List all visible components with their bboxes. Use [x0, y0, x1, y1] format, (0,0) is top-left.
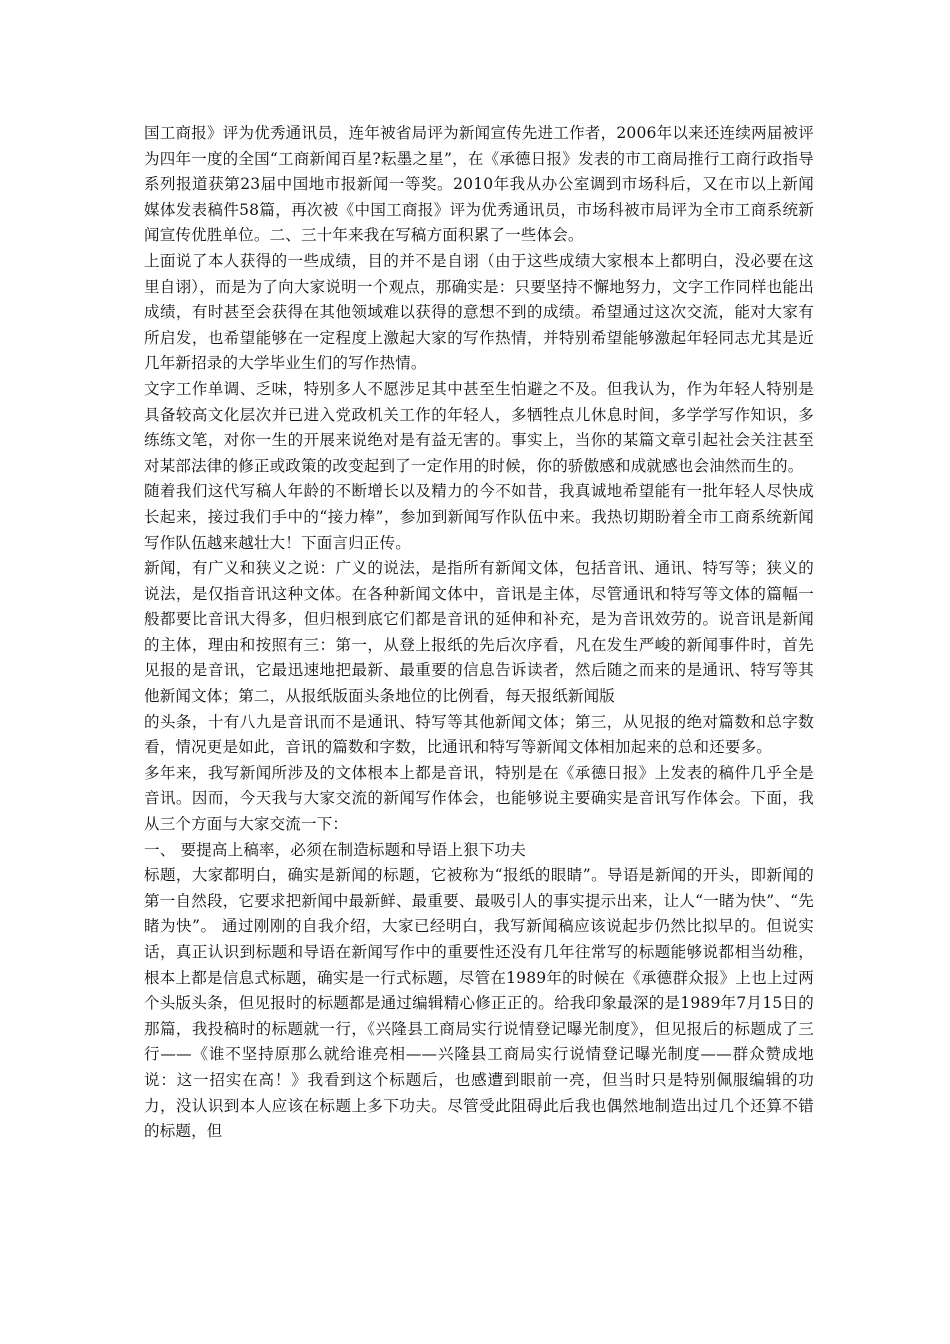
- paragraph-5: 新闻，有广义和狭义之说：广义的说法，是指所有新闻文体，包括音讯、通讯、特写等；狭义的说法，是仅指音讯这种文体。在各种新闻文体中，音讯是主体，尽管通讯和特写等文体的篇幅一般都要比音讯大得多，但归根到底它们都是音讯的延伸和补充，是为音讯效劳的。说音讯是新闻的主体，理由和按照有三：第一，从登上报纸的先后次序看，凡在发生严峻的新闻事件时，首先见报的是音讯，它最迅速地把最新、最重要的信息告诉读者，然后随之而来的是通讯、特写等其他新闻文体；第二，从报纸版面头条地位的比例看，每天报纸新闻版: [144, 559, 814, 706]
- paragraph-4: 随着我们这代写稿人年龄的不断增长以及精力的今不如昔，我真诚地希望能有一批年轻人尽快成长起来，接过我们手中的“接力棒”，参加到新闻写作队伍中来。我热切期盼着全市工商系统新闻写作队伍越来越壮大！下面言归正传。: [144, 482, 814, 552]
- paragraph-6: 的头条，十有八九是音讯而不是通讯、特写等其他新闻文体；第三，从见报的绝对篇数和总字数看，情况更是如此，音讯的篇数和字数，比通讯和特写等新闻文体相加起来的总和还要多。: [144, 712, 814, 757]
- paragraph-1: 国工商报》评为优秀通讯员，连年被省局评为新闻宣传先进工作者，2006年以来还连续两届被评为四年一度的全国“工商新闻百星?耘墨之星”，在《承德日报》发表的市工商局推行工商行政指导系列报道获第23届中国地市报新闻一等奖。2010年我从办公室调到市场科后，又在市以上新闻媒体发表稿件58篇，再次被《中国工商报》评为优秀通讯员，市场科被市局评为全市工商系统新闻宣传优胜单位。二、三十年来我在写稿方面积累了一些体会。: [144, 124, 814, 245]
- paragraph-7: 多年来，我写新闻所涉及的文体根本上都是音讯，特别是在《承德日报》上发表的稿件几乎全是音讯。因而，今天我与大家交流的新闻写作体会，也能够说主要确实是音讯写作体会。下面，我从三个方面与大家交流一下：: [144, 763, 814, 834]
- section-heading-1: 一、 要提高上稿率，必须在制造标题和导语上狠下功夫: [144, 840, 526, 859]
- paragraph-8: 标题，大家都明白，确实是新闻的标题，它被称为“报纸的眼睛”。导语是新闻的开头，即新闻的第一自然段，它要求把新闻中最新鲜、最重要、最吸引人的事实提示出来，让人“一睹为快”、“先睹为快”。 通过刚刚的自我介绍，大家已经明白，我写新闻稿应该说起步仍然比拟早的。但说实话，真正认识到标题和导语在新闻写作中的重要性还没有几年往常写的标题能够说都相当幼稚，根本上都是信息式标题，确实是一行式标题，尽管在1989年的时候在《承德群众报》上也上过两个头版头条，但见报时的标题都是通过编辑精心修正正的。给我印象最深的是1989年7月15日的那篇，我投稿时的标题就一行，《兴隆县工商局实行说情登记曝光制度》，但见报后的标题成了三行——《谁不坚持原那么就给谁亮相——兴隆县工商局实行说情登记曝光制度——群众赞成地说：这一招实在高！》我看到这个标题后，也感遭到眼前一亮，但当时只是特别佩服编辑的功力，没认识到本人应该在标题上多下功夫。尽管受此阻碍此后我也偶然地制造出过几个还算不错的标题，但: [144, 866, 814, 1141]
- document-body: [144, 121, 814, 1145]
- paragraph-3: 文字工作单调、乏味，特别多人不愿涉足其中甚至生怕避之不及。但我认为，作为年轻人特别是具备较高文化层次并已进入党政机关工作的年轻人，多牺牲点儿休息时间，多学学写作知识，多练练文笔，对你一生的开展来说绝对是有益无害的。事实上，当你的某篇文章引起社会关注甚至对某部法律的修正或政策的改变起到了一定作用的时候，你的骄傲感和成就感也会油然而生的。: [144, 379, 814, 475]
- paragraph-2: 上面说了本人获得的一些成绩，目的并不是自诩（由于这些成绩大家根本上都明白，没必要在这里自诩），而是为了向大家说明一个观点，那确实是：只要坚持不懈地努力，文字工作同样也能出成绩，有时甚至会获得在其他领域难以获得的意想不到的成绩。希望通过这次交流，能对大家有所启发，也希望能够在一定程度上激起大家的写作热情，并特别希望能够激起年轻同志尤其是近几年新招录的大学毕业生们的写作热情。: [144, 251, 814, 373]
